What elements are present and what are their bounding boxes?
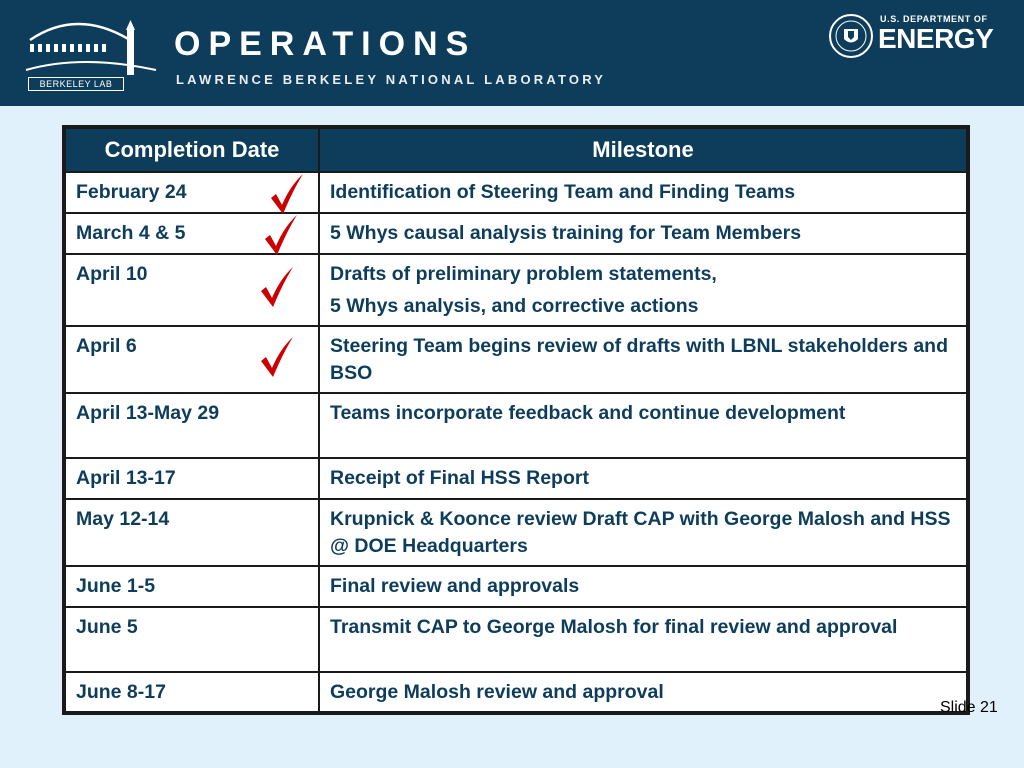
milestone-line: Drafts of preliminary problem statements, — [330, 263, 717, 285]
doe-seal-icon — [828, 13, 874, 59]
table-row — [65, 458, 967, 499]
checkmark-icon — [258, 335, 296, 379]
milestone-cell — [319, 254, 967, 326]
checkmark-icon — [262, 213, 300, 257]
milestone-cell: George Malosh review and approval — [319, 672, 967, 712]
date-text: April 6 — [76, 335, 137, 357]
date-cell: April 13-May 29 — [65, 393, 319, 458]
milestone-cell: Receipt of Final HSS Report — [319, 458, 967, 499]
milestone-cell: Transmit CAP to George Malosh for final review and approval — [319, 607, 967, 672]
date-cell — [65, 254, 319, 326]
milestone-cell: Identification of Steering Team and Finding Teams — [319, 172, 967, 213]
table-row — [65, 566, 967, 607]
table-header-row — [65, 128, 967, 172]
date-cell: June 5 — [65, 607, 319, 672]
column-header-completion-date: Completion Date — [65, 128, 319, 172]
date-text: April 10 — [76, 263, 148, 285]
table-row — [65, 254, 967, 326]
milestone-cell: Final review and approvals — [319, 566, 967, 607]
date-cell: June 1-5 — [65, 566, 319, 607]
header-banner — [0, 0, 1024, 106]
milestone-cell: Krupnick & Koonce review Draft CAP with George Malosh and HSS @ DOE Headquarters — [319, 499, 967, 566]
date-cell: May 12-14 — [65, 499, 319, 566]
table-row — [65, 672, 967, 712]
milestone-cell: Steering Team begins review of drafts with LBNL stakeholders and BSO — [319, 326, 967, 393]
date-text: March 4 & 5 — [76, 222, 186, 244]
checkmark-icon — [258, 265, 296, 309]
slide-number: Slide 21 — [940, 699, 998, 716]
date-cell: April 13-17 — [65, 458, 319, 499]
milestone-line: 5 Whys analysis, and corrective actions — [330, 295, 699, 317]
table-row — [65, 499, 967, 566]
date-text: February 24 — [76, 181, 187, 203]
date-cell: June 8-17 — [65, 672, 319, 712]
date-cell — [65, 172, 319, 213]
table-row — [65, 213, 967, 254]
page-title: OPERATIONS — [174, 25, 477, 63]
lab-name: BERKELEY LAB — [28, 77, 124, 91]
table-row — [65, 607, 967, 672]
date-cell — [65, 213, 319, 254]
table-row — [65, 393, 967, 458]
table-row — [65, 172, 967, 213]
date-cell — [65, 326, 319, 393]
column-header-milestone: Milestone — [319, 128, 967, 172]
milestone-table — [62, 125, 970, 715]
milestone-cell: Teams incorporate feedback and continue development — [319, 393, 967, 458]
page-subtitle: LAWRENCE BERKELEY NATIONAL LABORATORY — [176, 72, 607, 87]
milestone-cell: 5 Whys causal analysis training for Team Members — [319, 213, 967, 254]
doe-agency-label: U.S. DEPARTMENT OF — [880, 14, 988, 24]
table-row — [65, 326, 967, 393]
doe-wordmark: ENERGY — [878, 23, 994, 54]
checkmark-icon — [268, 172, 306, 216]
